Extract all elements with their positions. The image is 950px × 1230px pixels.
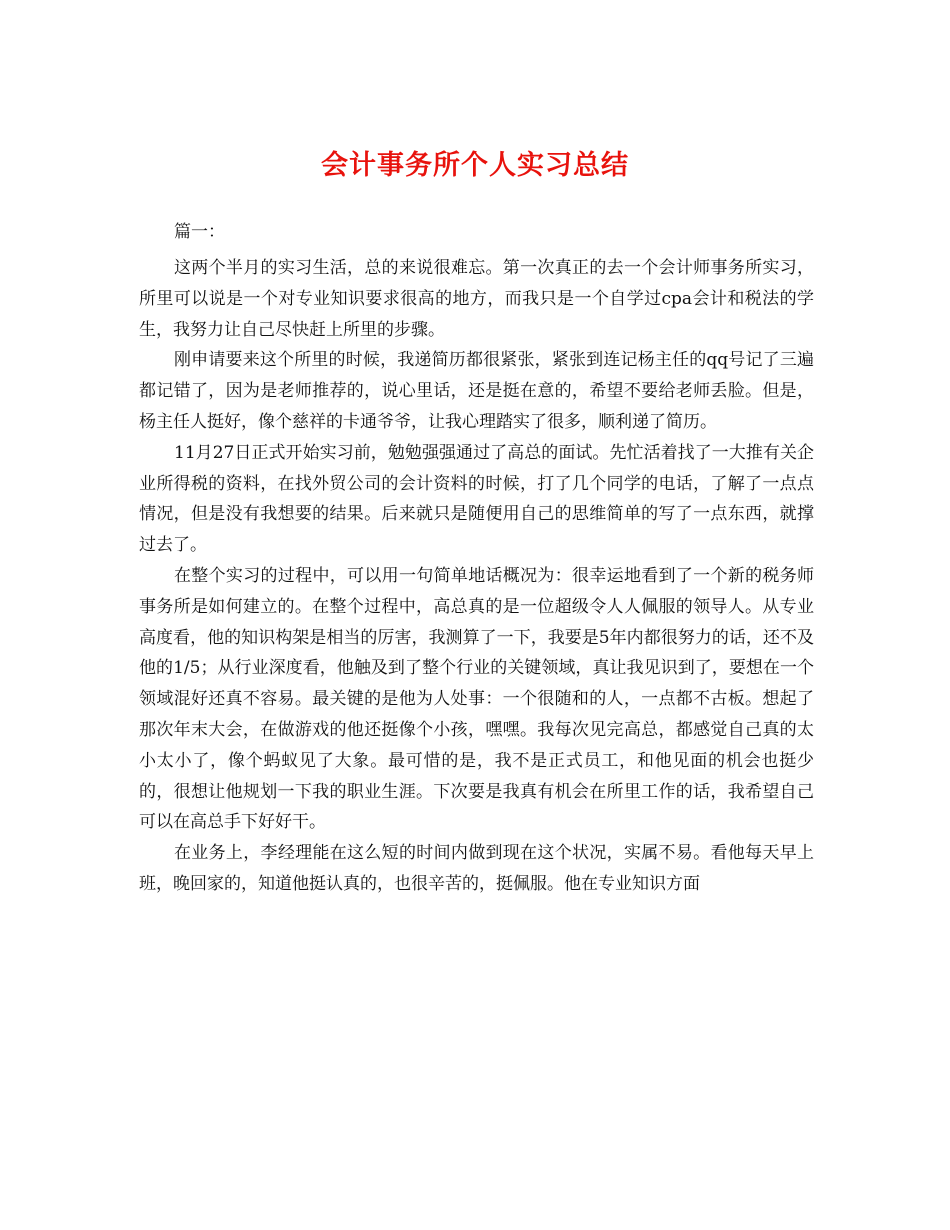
paragraph-3: 11月27日正式开始实习前，勉勉强强通过了高总的面试。先忙活着找了一大推有关企业所得税的资料，在找外贸公司的会计资料的时候，打了几个同学的电话，了解了一点点情况，但是没有我想要的结果。后来就只是随便用自己的思维简单的写了一点东西，就撑过去了。 (139, 442, 814, 556)
paragraph-4: 在整个实习的过程中，可以用一句简单地话概况为：很幸运地看到了一个新的税务师事务所是如何建立的。在整个过程中，高总真的是一位超级令人人佩服的领导人。从专业高度看，他的知识构架是相当的厉害，我测算了一下，我要是5年内都很努力的话，还不及他的1/5；从行业深度看，他触及到了整个行业的关键领域，真让我见识到了，要想在一个领域混好还真不容易。最关键的是他为人处事：一个很随和的人，一点都不古板。想起了那次年末大会，在做游戏的他还挺像个小孩，嘿嘿。我每次见完高总，都感觉自己真的太小太小了，像个蚂蚁见了大象。最可惜的是，我不是正式员工，和他见面的机会也挺少的，很想让他规划一下我的职业生涯。下次要是我真有机会在所里工作的话，我希望自己可以在高总手下好好干。 (139, 565, 814, 833)
paragraph-1: 这两个半月的实习生活，总的来说很难忘。第一次真正的去一个会计师事务所实习，所里可以说是一个对专业知识要求很高的地方，而我只是一个自学过cpa会计和税法的学生，我努力让自己尽快赶上所里的步骤。 (139, 258, 814, 340)
document-title: 会计事务所个人实习总结 (321, 150, 629, 181)
section-heading: 篇一： (174, 222, 225, 242)
paragraph-5: 在业务上，李经理能在这么短的时间内做到现在这个状况，实属不易。看他每天早上班，晚回家的，知道他挺认真的，也很辛苦的，挺佩服。他在专业知识方面 (139, 843, 814, 894)
document-body (139, 212, 814, 900)
paragraph-2: 刚申请要来这个所里的时候，我递简历都很紧张，紧张到连记杨主任的qq号记了三遍都记错了，因为是老师推荐的，说心里话，还是挺在意的，希望不要给老师丢脸。但是，杨主任人挺好，像个慈祥的卡通爷爷，让我心理踏实了很多，顺利递了简历。 (139, 350, 814, 432)
